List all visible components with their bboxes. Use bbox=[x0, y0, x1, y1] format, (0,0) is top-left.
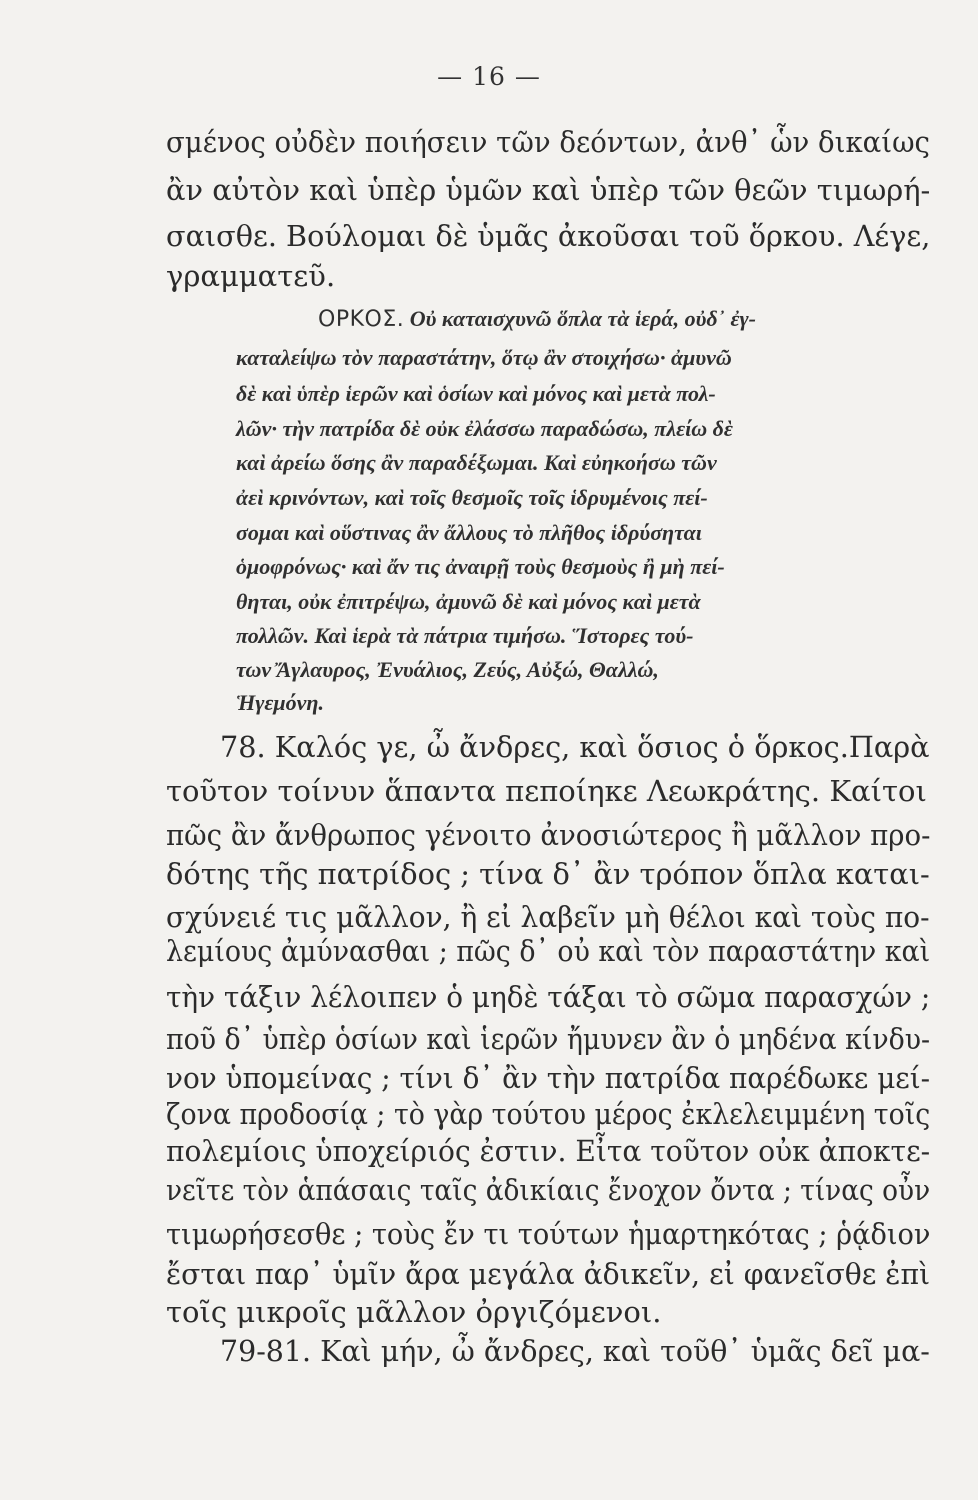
text-line: νον ὑπομείνας ; τίνι δ᾽ ἂν τὴν πατρίδα παρέδωκε μεί- bbox=[166, 1061, 931, 1095]
oath-line: ἀεὶ κρινόντων, καὶ τοῖς θεσμοῖς τοῖς ἱδρυμένοις πεί- bbox=[236, 485, 708, 510]
oath-line: των Ἄγλαυρος, Ἐνυάλιος, Ζεύς, Αὐξώ, Θαλλώ, bbox=[236, 657, 659, 682]
page-number: — 16 — bbox=[437, 62, 541, 91]
oath-first-line bbox=[318, 308, 756, 331]
text-line: τοῖς μικροῖς μᾶλλον ὀργιζόμενοι. bbox=[166, 1295, 662, 1329]
text-line: σχύνειέ τις μᾶλλον, ἢ εἰ λαβεῖν μὴ θέλοι καὶ τοὺς πο- bbox=[166, 900, 930, 934]
text-line: ἂν αὐτὸν καὶ ὑπὲρ ὑμῶν καὶ ὑπὲρ τῶν θεῶν τιμωρή- bbox=[166, 173, 931, 207]
text-line: ἔσται παρ᾽ ὑμῖν ἄρα μεγάλα ἀδικεῖν, εἰ φανεῖσθε ἐπὶ bbox=[166, 1257, 931, 1291]
oath-text: Οὐ καταισχυνῶ ὅπλα τὰ ἱερά, οὐδ᾽ ἐγ- bbox=[409, 306, 756, 331]
oath-line: πολλῶν. Καὶ ἱερὰ τὰ πάτρια τιμήσω. Ἵστορες τού- bbox=[236, 623, 694, 648]
text-line: τοῦτον τοίνυν ἅπαντα πεποίηκε Λεωκράτης. Καίτοι bbox=[166, 774, 927, 808]
text-line: πῶς ἂν ἄνθρωπος γένοιτο ἀνοσιώτερος ἢ μᾶλλον προ- bbox=[166, 818, 931, 852]
text-line: γραμματεῦ. bbox=[166, 259, 336, 293]
text-line: δότης τῆς πατρίδος ; τίνα δ᾽ ἂν τρόπον ὅπλα καται- bbox=[166, 857, 930, 891]
text-line: πολεμίοις ὑποχείριός ἐστιν. Εἶτα τοῦτον οὐκ ἀποκτε- bbox=[166, 1134, 931, 1168]
section-78-first-line: 78. Καλός γε, ὦ ἄνδρες, καὶ ὅσιος ὁ ὅρκος.Παρὰ bbox=[220, 730, 930, 764]
text-line: τὴν τάξιν λέλοιπεν ὁ μηδὲ τάξαι τὸ σῶμα παρασχών ; bbox=[166, 980, 931, 1014]
text-line: σμένος οὐδὲν ποιήσειν τῶν δεόντων, ἀνθ᾽ ὧν δικαίως bbox=[166, 125, 930, 159]
oath-line: λῶν· τὴν πατρίδα δὲ οὐκ ἐλάσσω παραδώσω, πλείω δὲ bbox=[236, 416, 733, 441]
oath-heading: ΟΡΚΟΣ. bbox=[318, 307, 405, 332]
section-79-first-line: 79-81. Καὶ μήν, ὦ ἄνδρες, καὶ τοῦθ᾽ ὑμᾶς δεῖ μα- bbox=[220, 1334, 930, 1368]
oath-line: καταλείψω τὸν παραστάτην, ὅτῳ ἂν στοιχήσω· ἀμυνῶ bbox=[236, 345, 732, 370]
text-line: σαισθε. Βούλομαι δὲ ὑμᾶς ἀκοῦσαι τοῦ ὅρκου. Λέγε, bbox=[166, 219, 931, 253]
oath-line: καὶ ἀρείω ὅσης ἂν παραδέξωμαι. Καὶ εὐηκοήσω τῶν bbox=[236, 450, 717, 475]
oath-line: δὲ καὶ ὑπὲρ ἱερῶν καὶ ὁσίων καὶ μόνος καὶ μετὰ πολ- bbox=[236, 381, 716, 406]
text-line: λεμίους ἀμύνασθαι ; πῶς δ᾽ οὐ καὶ τὸν παραστάτην καὶ bbox=[166, 934, 931, 968]
oath-line: ὁμοφρόνως· καὶ ἄν τις ἀναιρῇ τοὺς θεσμοὺς ἢ μὴ πεί- bbox=[236, 554, 725, 579]
text-line: ζονα προδοσίᾳ ; τὸ γὰρ τούτου μέρος ἐκλελειμμένη τοῖς bbox=[166, 1097, 931, 1131]
oath-line: σομαι καὶ οὕστινας ἂν ἄλλους τὸ πλῆθος ἱδρύσηται bbox=[236, 520, 702, 545]
text-line: ποῦ δ᾽ ὑπὲρ ὁσίων καὶ ἱερῶν ἤμυνεν ἂν ὁ μηδένα κίνδυ- bbox=[166, 1022, 931, 1056]
text-line: τιμωρήσεσθε ; τοὺς ἔν τι τούτων ἡμαρτηκότας ; ῥᾴδιον bbox=[166, 1217, 931, 1251]
text-line: νεῖτε τὸν ἁπάσαις ταῖς ἀδικίαις ἔνοχον ὄντα ; τίνας οὖν bbox=[166, 1173, 931, 1207]
oath-line: Ἡγεμόνη. bbox=[236, 690, 325, 715]
oath-line: θηται, οὐκ ἐπιτρέψω, ἀμυνῶ δὲ καὶ μόνος καὶ μετὰ bbox=[236, 589, 701, 614]
